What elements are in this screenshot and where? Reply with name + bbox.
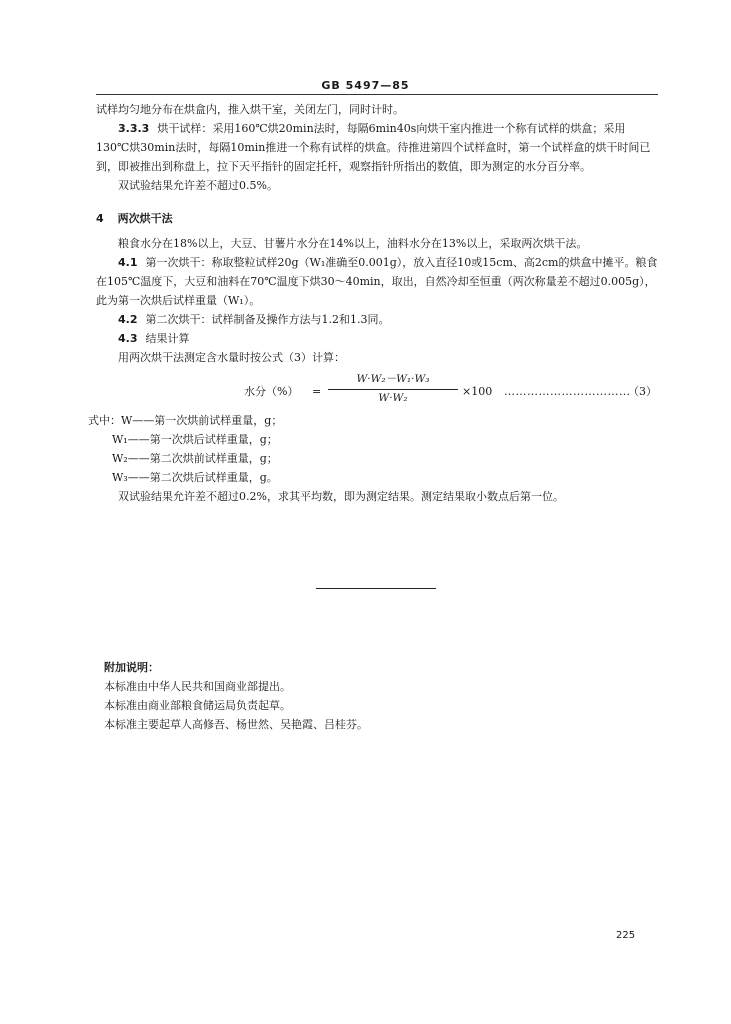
clause-number: 4.2 <box>118 313 138 326</box>
header-rule <box>96 94 658 95</box>
variable-definition: W₁——第一次烘后试样重量，g； <box>112 433 278 446</box>
clause-4-1 <box>96 253 658 310</box>
clause-number: 3.3.3 <box>118 122 150 135</box>
formula-number: （3） <box>628 385 657 398</box>
notes-line: 本标准由中华人民共和国商业部提出。 <box>104 680 291 693</box>
section-4-heading <box>96 209 658 228</box>
clause-3-3-3 <box>96 119 658 176</box>
formula-fraction <box>328 371 458 407</box>
variable-definition: W₂——第二次烘前试样重量，g； <box>112 452 278 465</box>
notes-line: 本标准主要起草人高修吾、杨世然、吴艳霞、吕桂芬。 <box>104 718 368 731</box>
clause-4-2 <box>96 310 658 329</box>
formula-lhs: 水分（%） <box>244 385 299 398</box>
formula-numerator: W·W₂－W₁·W₃ <box>328 371 458 390</box>
clause-title: 结果计算 <box>145 332 190 345</box>
tolerance-note-1: 双试验结果允许差不超过0.5%。 <box>118 179 278 192</box>
notes-line: 本标准由商业部粮食储运局负责起草。 <box>104 699 291 712</box>
variable-definitions <box>88 411 658 487</box>
variable-definition: 式中：W——第一次烘前试样重量，g； <box>88 414 283 427</box>
section-number: 4 <box>96 212 104 225</box>
section-title: 两次烘干法 <box>117 212 173 225</box>
main-content <box>88 100 658 506</box>
tolerance-note-2: 双试验结果允许差不超过0.2%，求其平均数，即为测定结果。测定结果取小数点后第一位。 <box>118 490 564 503</box>
clause-4-3 <box>96 329 658 348</box>
clause-text: 第一次烘干：称取整粒试样20g（W₁准确至0.001g），放入直径10或15cm、高2cm的烘盒中摊平。粮食在105℃温度下，大豆和油料在70℃温度下烘30～40min，取出，自然冷却至恒重（两次称量差不超过0.005g），此为第一次烘后试样重量（W₁）。 <box>96 256 658 307</box>
section-4-intro: 粮食水分在18%以上，大豆、甘薯片水分在14%以上，油料水分在13%以上，采取两次烘干法。 <box>118 237 588 250</box>
clause-text: 烘干试样：采用160℃烘20min法时，每隔6min40s向烘干室内推进一个称有试样的烘盒；采用130℃烘30min法时，每隔10min推进一个称有试样的烘盒。待推进第四个试样盒时，第一个试样盒的烘干时间已到，即被推出到称盘上，拉下天平指针的固定托杆，观察指针所指出的数值，即为测定的水分百分率。 <box>96 122 651 173</box>
formula-multiplier: ×100 <box>462 385 493 398</box>
clause-number: 4.3 <box>118 332 138 345</box>
notes-title: 附加说明： <box>104 661 159 674</box>
end-divider <box>316 588 436 589</box>
standard-number-header: GB 5497—85 <box>321 79 410 92</box>
additional-notes <box>104 658 644 734</box>
formula-3 <box>96 371 658 411</box>
page-number: 225 <box>616 930 636 941</box>
clause-text: 第二次烘干：试样制备及操作方法与1.2和1.3同。 <box>145 313 390 326</box>
formula-equals: = <box>312 385 322 398</box>
formula-intro: 用两次烘干法测定含水量时按公式（3）计算： <box>118 351 345 364</box>
variable-definition: W₃——第二次烘后试样重量，g。 <box>112 471 278 484</box>
formula-denominator: W·W₂ <box>378 392 408 404</box>
formula-leader-dots: …………………………… <box>504 385 631 398</box>
paragraph-continuation: 试样均匀地分布在烘盒内，推入烘干室，关闭左门，同时计时。 <box>96 103 404 116</box>
clause-number: 4.1 <box>118 256 138 269</box>
